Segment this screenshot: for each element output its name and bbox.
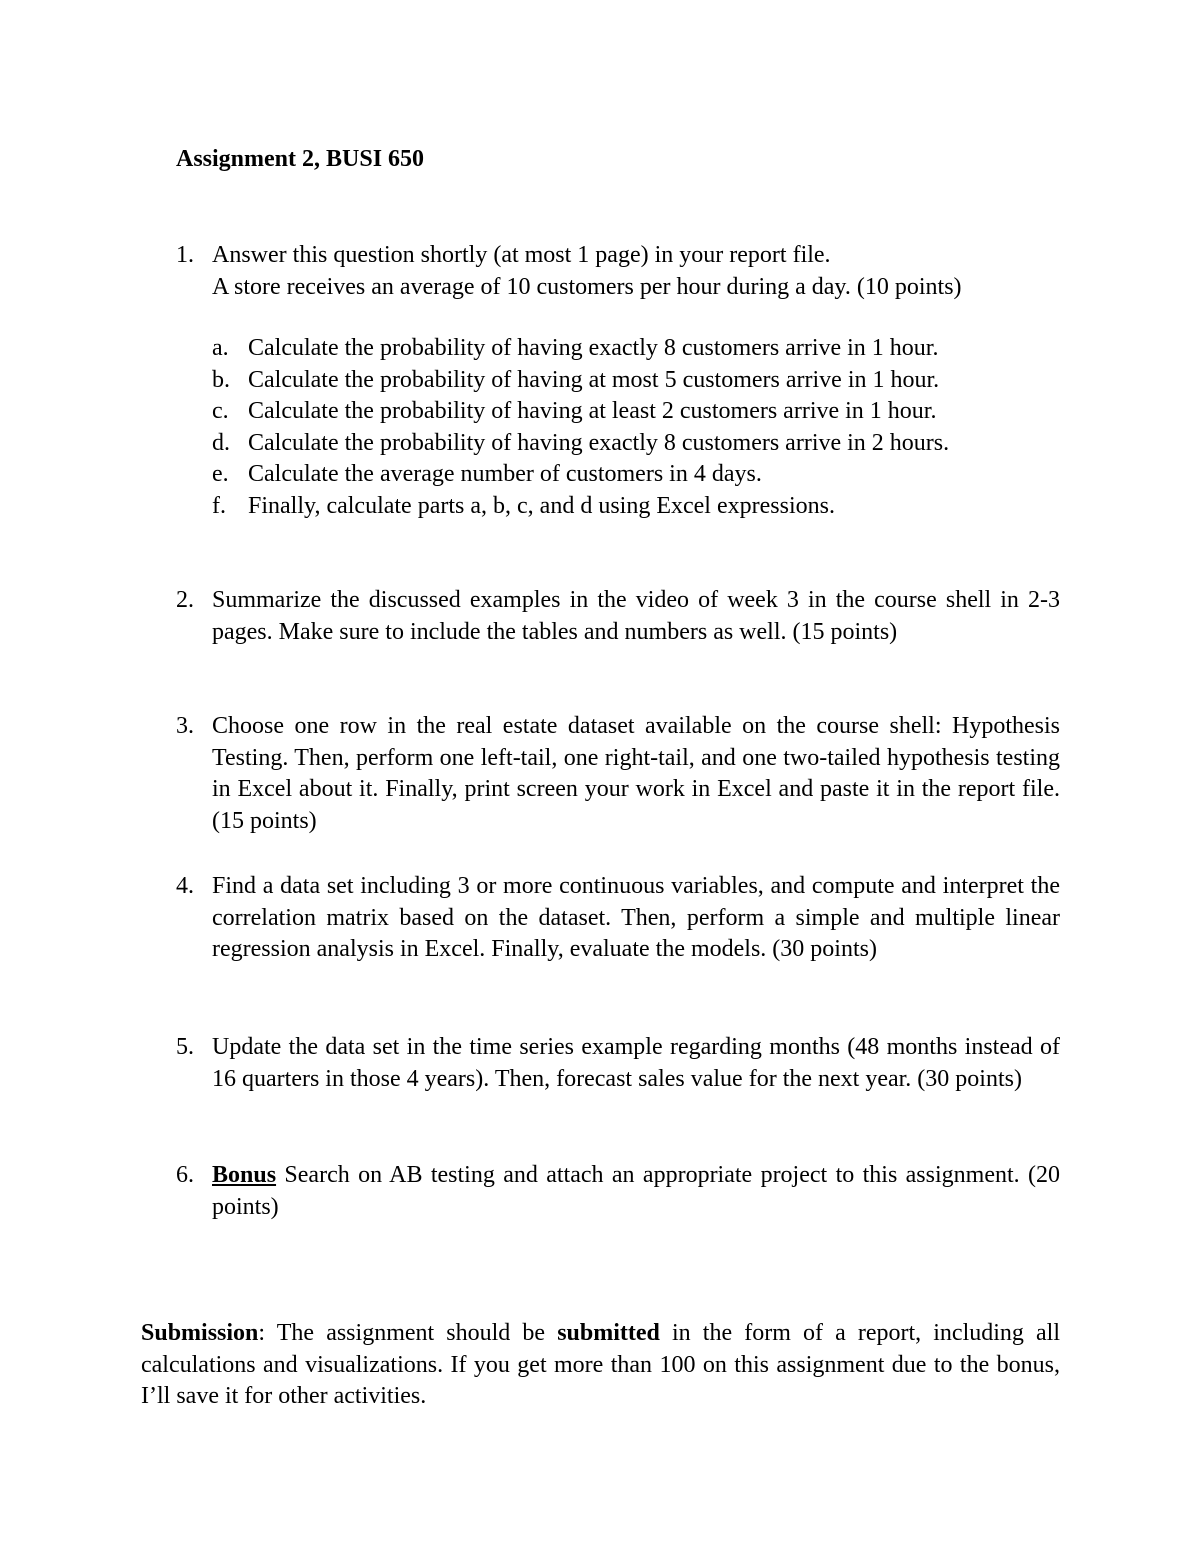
submission-keyword: submitted <box>557 1320 660 1346</box>
question-text <box>212 1160 1060 1223</box>
bonus-label: Bonus <box>212 1162 277 1188</box>
question-text: Choose one row in the real estate dataset available on the course shell: Hypothesis Testing. Then, perform one left-tail, one right-tail, and one two-tailed hypothesis testing in Excel about it. Finally, print screen your work in Excel and paste it in the report file. (15 points) <box>212 713 1060 834</box>
question-5 <box>176 1032 1060 1095</box>
question-text: A store receives an average of 10 customers per hour during a day. (10 points) <box>212 273 962 300</box>
part-letter: a. <box>212 335 229 361</box>
question-3 <box>176 711 1060 837</box>
part-text: Calculate the average number of customers in 4 days. <box>248 461 762 487</box>
question-number: 2. <box>176 587 194 613</box>
question-parts <box>212 333 1060 522</box>
question-text: Find a data set including 3 or more continuous variables, and compute and interpret the correlation matrix based on the dataset. Then, perform a simple and multiple linear regression analysis in Excel. Finally, evaluate the models. (30 points) <box>212 873 1060 962</box>
part-letter: f. <box>212 492 226 519</box>
question-text: Summarize the discussed examples in the video of week 3 in the course shell in 2-3 pages. Make sure to include the tables and numbers as well. (15 points) <box>212 587 1060 645</box>
part-letter: e. <box>212 461 229 487</box>
question-number: 5. <box>176 1034 194 1060</box>
submission-text-before: The assignment should be <box>276 1320 546 1346</box>
part-text: Calculate the probability of having exactly 8 customers arrive in 2 hours. <box>248 429 950 456</box>
part-text: Calculate the probability of having at least 2 customers arrive in 1 hour. <box>248 398 937 424</box>
submission-colon: : <box>258 1320 266 1346</box>
part-letter: d. <box>212 429 230 456</box>
question-6 <box>176 1160 1060 1223</box>
question-number: 4. <box>176 873 194 899</box>
question-number: 1. <box>176 242 194 268</box>
submission-label: Submission <box>141 1320 259 1346</box>
submission-text-after: in the form of a report, including all calculations and visualizations. If you get more than 100 on this assignment due to the bonus, I’ll save it for other activities. <box>141 1320 1061 1409</box>
question-part <box>212 333 1060 365</box>
question-part <box>212 459 1060 491</box>
part-letter: b. <box>212 366 230 393</box>
question-4 <box>176 871 1060 966</box>
question-1 <box>176 240 1060 522</box>
part-text: Calculate the probability of having exactly 8 customers arrive in 1 hour. <box>248 335 939 361</box>
question-part <box>212 365 1060 397</box>
question-part <box>212 428 1060 460</box>
question-2 <box>176 585 1060 648</box>
page-title: Assignment 2, BUSI 650 <box>176 146 425 172</box>
question-part <box>212 491 1060 523</box>
question-text: Update the data set in the time series example regarding months (48 months instead of 16 quarters in those 4 years). Then, forecast sales value for the next year. (30 points) <box>212 1034 1060 1092</box>
bonus-text: Search on AB testing and attach an appropriate project to this assignment. (20 points) <box>212 1162 1061 1220</box>
question-number: 3. <box>176 713 194 739</box>
question-number: 6. <box>176 1162 194 1188</box>
part-letter: c. <box>212 398 229 424</box>
part-text: Finally, calculate parts a, b, c, and d using Excel expressions. <box>248 492 835 519</box>
submission-paragraph <box>141 1318 1060 1413</box>
part-text: Calculate the probability of having at most 5 customers arrive in 1 hour. <box>248 366 940 393</box>
question-instruction: Answer this question shortly (at most 1 page) in your report file. <box>212 242 831 268</box>
question-part <box>212 396 1060 428</box>
